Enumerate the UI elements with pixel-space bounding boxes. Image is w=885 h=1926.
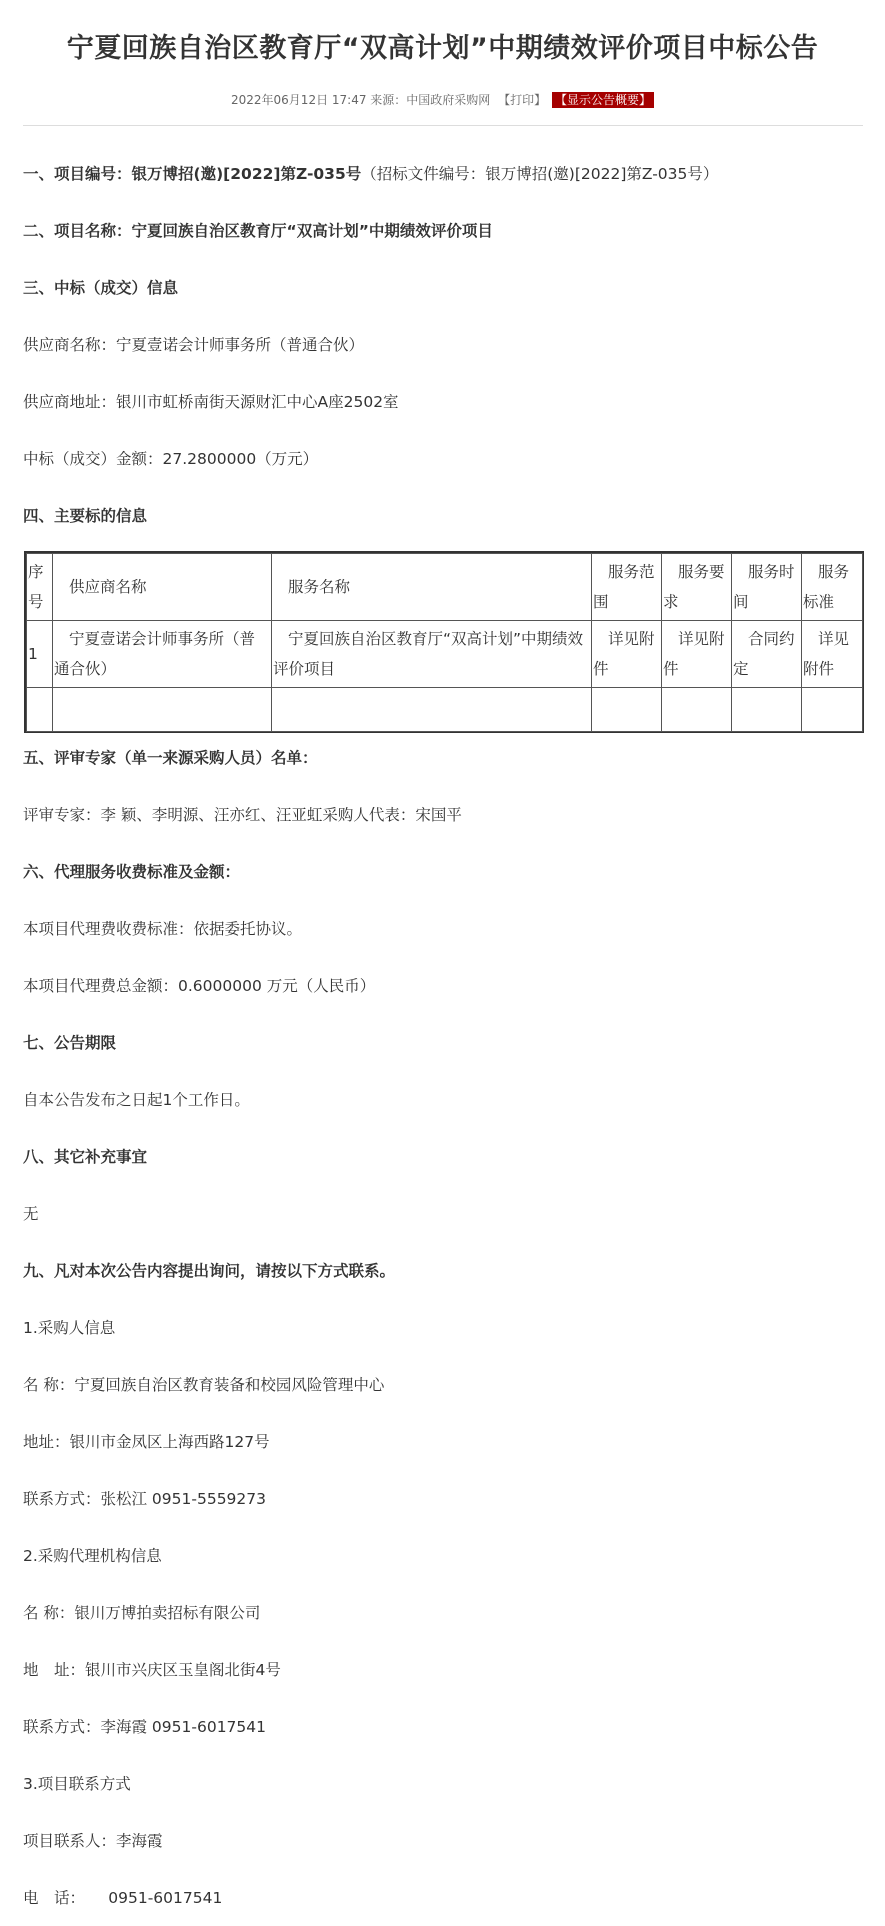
project-phone: 电 话： 0951-6017541 (23, 1889, 223, 1907)
notice-period-heading: 七、公告期限 (23, 1034, 117, 1052)
header-cell: 服务标准 (802, 554, 863, 621)
agency-fee-heading: 六、代理服务收费标准及金额： (23, 863, 241, 881)
project-contact-heading: 3.项目联系方式 (23, 1775, 131, 1793)
publish-meta (0, 91, 885, 108)
header-cell: 服务名称 (272, 554, 592, 621)
table-cell: 详见附件 (662, 621, 732, 688)
experts-heading: 五、评审专家（单一来源采购人员）名单： (23, 749, 318, 767)
table-cell (272, 688, 592, 732)
buyer-address: 地址：银川市金凤区上海西路127号 (23, 1433, 270, 1451)
table-cell: 详见附件 (802, 621, 863, 688)
project-number-label: 一、项目编号：银万博招(邀)[2022]第Z-035号 (23, 165, 362, 183)
agency-fee-total: 本项目代理费总金额：0.6000000 万元（人民币） (23, 977, 376, 995)
other-matters: 无 (23, 1205, 39, 1223)
table-cell (53, 688, 272, 732)
experts-list: 评审专家：李 颖、李明源、汪亦红、汪亚虹采购人代表：宋国平 (23, 806, 462, 824)
table-header-row (27, 554, 863, 621)
award-info-heading: 三、中标（成交）信息 (23, 279, 179, 297)
table-cell (802, 688, 863, 732)
project-contact-person: 项目联系人：李海霞 (23, 1832, 163, 1850)
agency-fee-standard: 本项目代理费收费标准：依据委托协议。 (23, 920, 303, 938)
table-cell (27, 688, 53, 732)
table-cell (662, 688, 732, 732)
header-cell: 序号 (27, 554, 53, 621)
table-cell: 合同约定 (732, 621, 802, 688)
project-name-heading: 二、项目名称：宁夏回族自治区教育厅“双高计划”中期绩效评价项目 (23, 222, 493, 240)
table-cell: 1 (27, 621, 53, 688)
show-summary-button[interactable]: 【显示公告概要】 (552, 92, 654, 108)
table-empty-row (27, 688, 863, 732)
agency-info-heading: 2.采购代理机构信息 (23, 1547, 162, 1565)
agency-contact: 联系方式：李海霞 0951-6017541 (23, 1718, 266, 1736)
award-amount: 中标（成交）金额：27.2800000（万元） (23, 450, 319, 468)
supplier-address: 供应商地址：银川市虹桥南街天源财汇中心A座2502室 (23, 393, 399, 411)
header-cell: 供应商名称 (53, 554, 272, 621)
table-cell (592, 688, 662, 732)
table-cell: 详见附件 (592, 621, 662, 688)
table-cell: 宁夏回族自治区教育厅“双高计划”中期绩效评价项目 (272, 621, 592, 688)
table-cell: 宁夏壹诺会计师事务所（普通合伙） (53, 621, 272, 688)
tender-doc-number: （招标文件编号：银万博招(邀)[2022]第Z-035号） (361, 165, 719, 183)
agency-address: 地 址：银川市兴庆区玉皇阁北街4号 (23, 1661, 281, 1679)
publish-date-source: 2022年06月12日 17:47 来源：中国政府采购网 (231, 93, 491, 107)
table-cell (732, 688, 802, 732)
supplier-name: 供应商名称：宁夏壹诺会计师事务所（普通合伙） (23, 336, 365, 354)
main-subject-heading: 四、主要标的信息 (23, 507, 148, 525)
notice-period: 自本公告发布之日起1个工作日。 (23, 1091, 250, 1109)
page-title: 宁夏回族自治区教育厅“双高计划”中期绩效评价项目中标公告 (66, 33, 819, 64)
buyer-info-heading: 1.采购人信息 (23, 1319, 116, 1337)
print-link[interactable]: 【打印】 (498, 93, 547, 107)
header-cell: 服务时间 (732, 554, 802, 621)
contact-heading: 九、凡对本次公告内容提出询问，请按以下方式联系。 (23, 1262, 396, 1280)
main-subject-table (24, 551, 864, 733)
project-number-line (23, 162, 718, 184)
header-divider (23, 125, 863, 126)
header-cell: 服务要求 (662, 554, 732, 621)
other-matters-heading: 八、其它补充事宜 (23, 1148, 148, 1166)
buyer-contact: 联系方式：张松江 0951-5559273 (23, 1490, 266, 1508)
table-row (27, 621, 863, 688)
header-cell: 服务范围 (592, 554, 662, 621)
buyer-name: 名 称：宁夏回族自治区教育装备和校园风险管理中心 (23, 1376, 385, 1394)
agency-name: 名 称：银川万博拍卖招标有限公司 (23, 1604, 261, 1622)
